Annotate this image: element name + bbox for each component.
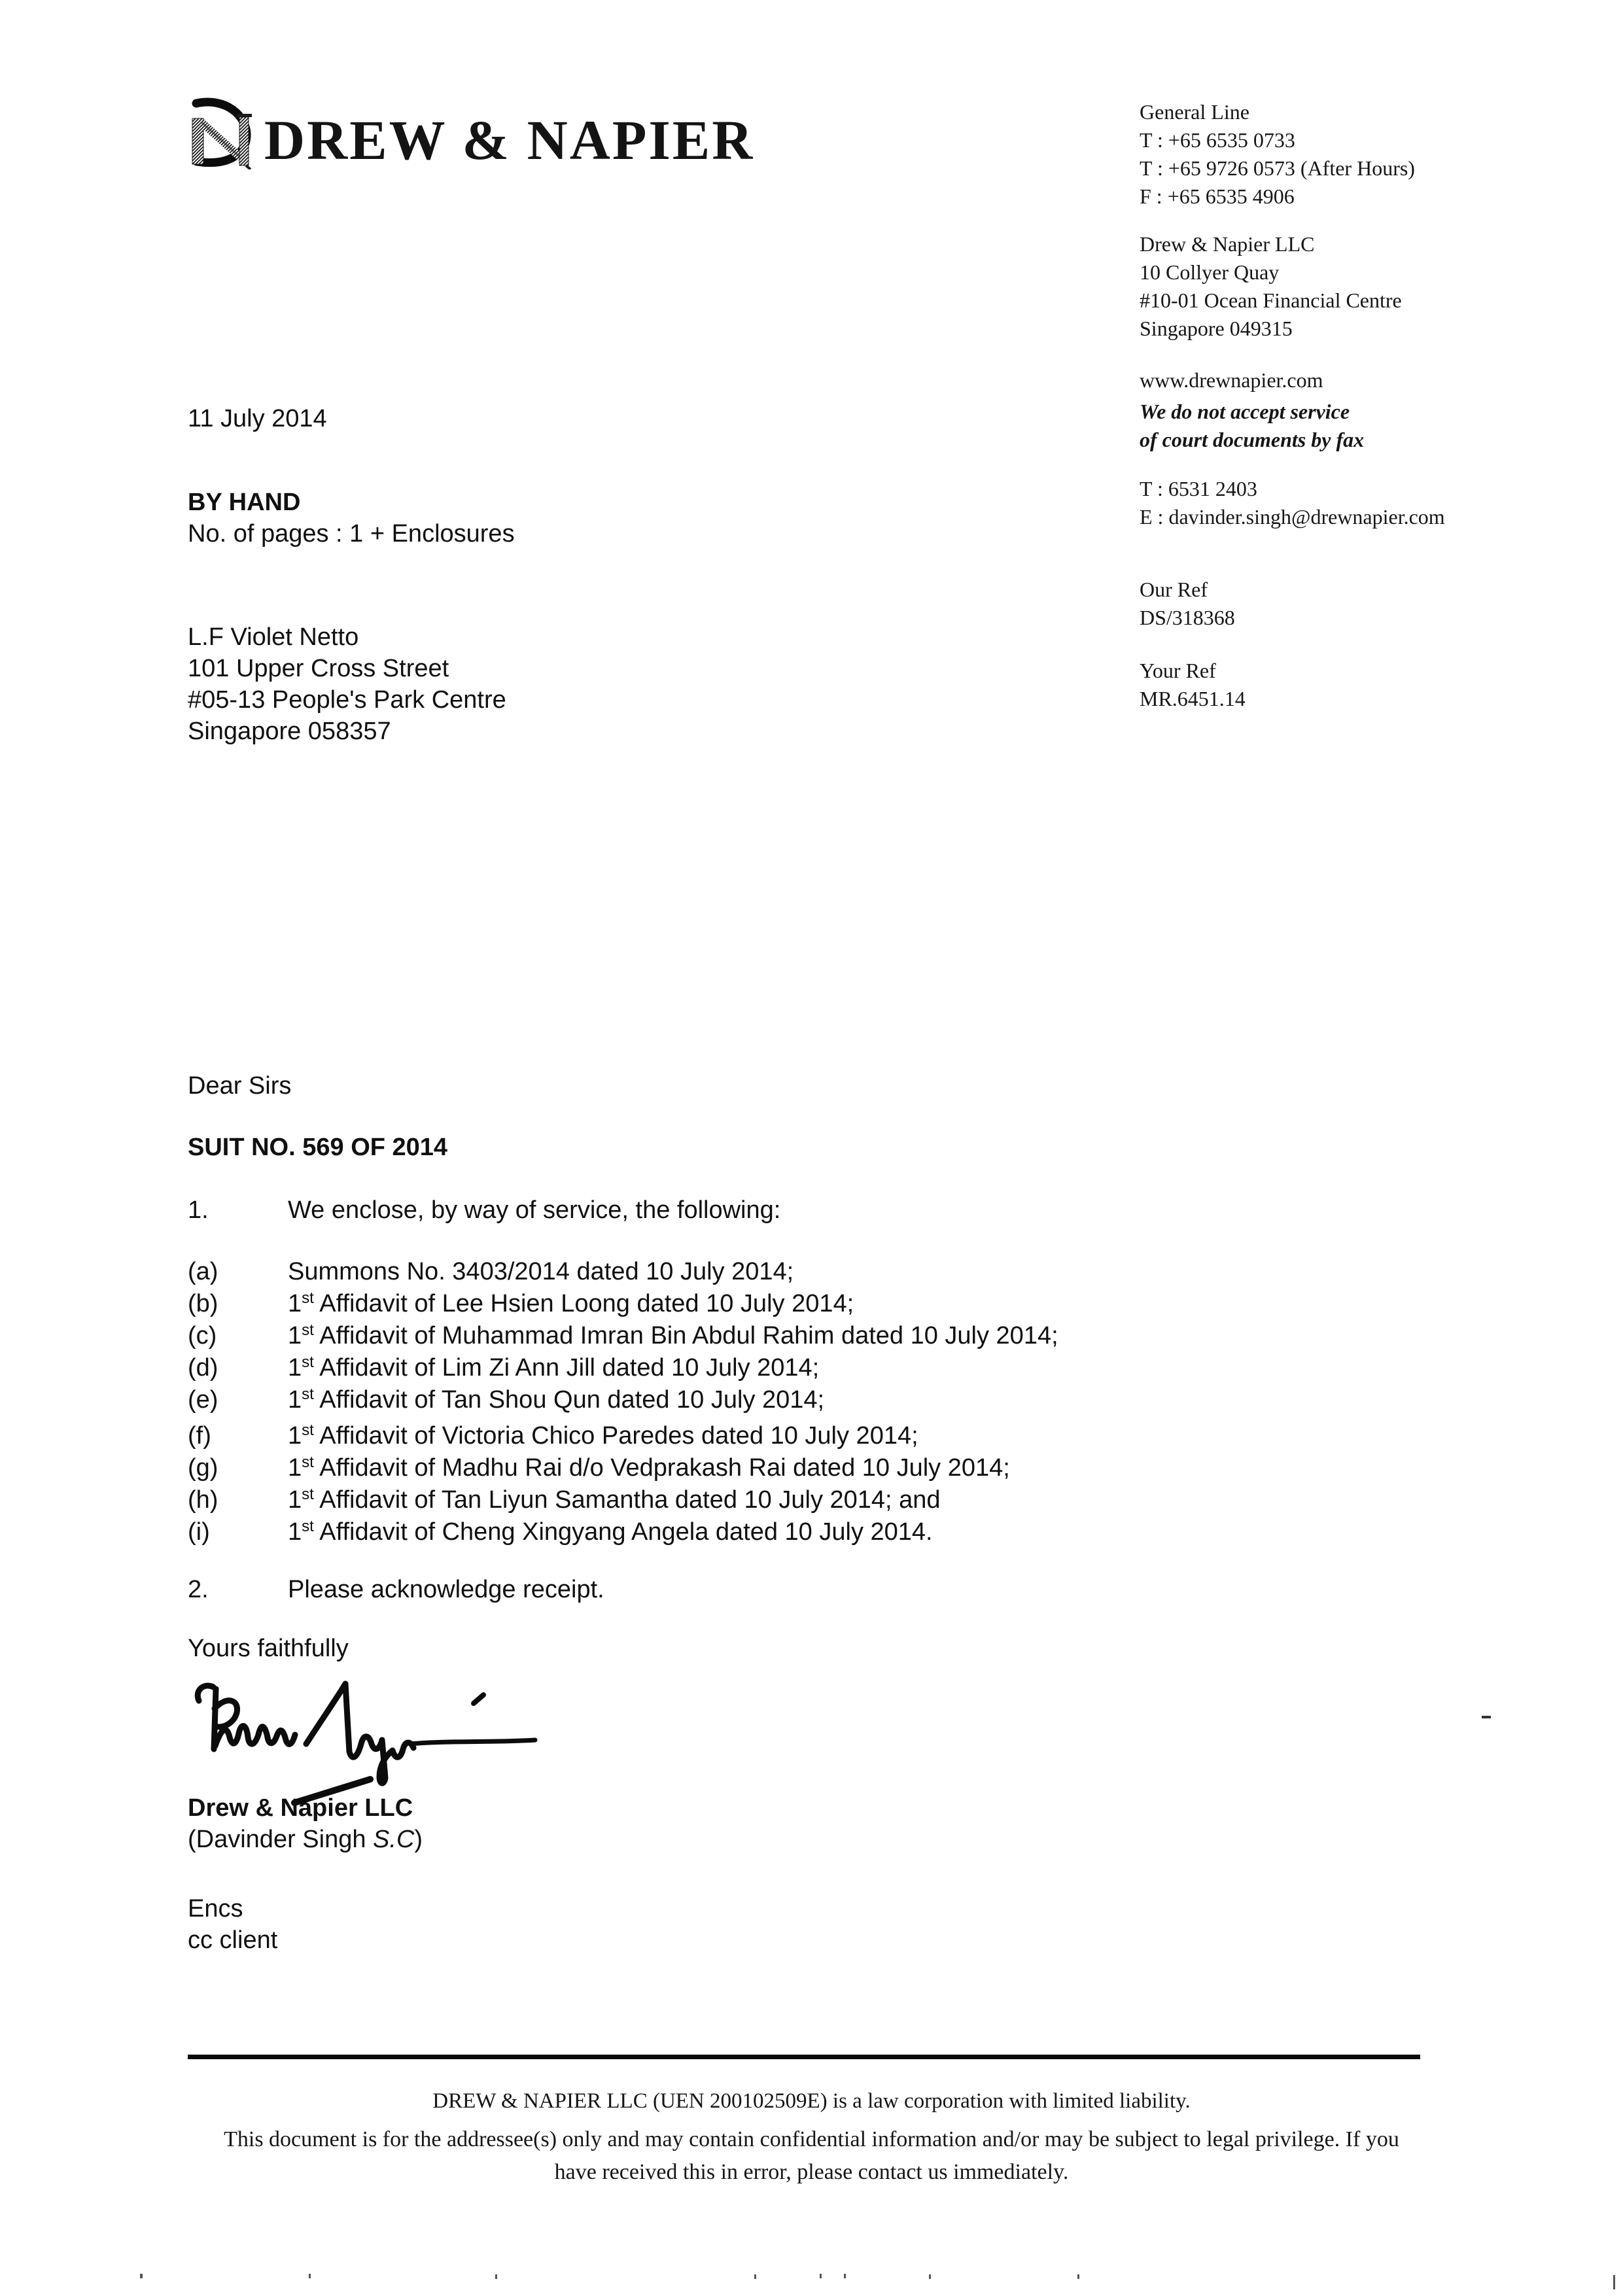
paragraph-text: Please acknowledge receipt.: [288, 1576, 604, 1603]
item-label: (h): [188, 1486, 218, 1514]
general-line-label: General Line: [1140, 100, 1249, 124]
scan-speck: [1482, 1716, 1491, 1718]
subject-line: SUIT NO. 569 OF 2014: [188, 1134, 448, 1161]
address-line: Singapore 049315: [1140, 317, 1293, 340]
signing-firm-name: Drew & Napier LLC: [188, 1794, 413, 1822]
fax-notice-line: of court documents by fax: [1140, 428, 1365, 451]
item-label: (a): [188, 1258, 218, 1285]
firm-name: Drew & Napier LLC: [1140, 232, 1315, 256]
fax-service-notice: [1140, 398, 1364, 454]
item-text: 1st Affidavit of Cheng Xingyang Angela dated 10 July 2014.: [288, 1518, 933, 1546]
enclosure-item: [188, 1420, 1496, 1452]
our-ref-value: DS/318368: [1140, 606, 1235, 629]
enclosure-item: [188, 1288, 1496, 1320]
paragraph-2: [188, 1574, 604, 1605]
firm-address-block: [1140, 230, 1402, 343]
closing-line: Yours faithfully: [188, 1635, 349, 1662]
scan-speck: [495, 2274, 497, 2279]
enclosure-item: [188, 1256, 1496, 1288]
item-text: 1st Affidavit of Lim Zi Ann Jill dated 10 July 2014;: [288, 1353, 820, 1382]
our-ref-block: [1140, 576, 1235, 632]
scan-speck: [929, 2274, 931, 2279]
address-line: #10-01 Ocean Financial Centre: [1140, 288, 1402, 312]
item-text: 1st Affidavit of Madhu Rai d/o Vedprakash Rai dated 10 July 2014;: [288, 1453, 1010, 1482]
drew-napier-monogram-icon: [188, 96, 254, 169]
fax-notice-line: We do not accept service: [1140, 400, 1350, 423]
cc-note: cc client: [188, 1926, 278, 1954]
item-text: 1st Affidavit of Victoria Chico Paredes dated 10 July 2014;: [288, 1421, 918, 1450]
scan-speck: [844, 2274, 846, 2278]
your-ref-value: MR.6451.14: [1140, 687, 1246, 710]
item-label: (f): [188, 1422, 211, 1450]
recipient-unit: #05-13 People's Park Centre: [188, 686, 506, 714]
footer-divider-rule: [188, 2055, 1420, 2059]
item-text: 1st Affidavit of Lee Hsien Loong dated 10 July 2014;: [288, 1289, 854, 1317]
enclosure-list: [188, 1256, 1496, 1548]
scan-speck: [1077, 2274, 1079, 2279]
salutation: Dear Sirs: [188, 1072, 292, 1100]
delivery-method: BY HAND: [188, 489, 301, 516]
signature-icon: [191, 1679, 544, 1809]
enclosure-item: [188, 1352, 1496, 1384]
scan-speck: [309, 2274, 311, 2278]
item-label: (e): [188, 1386, 218, 1414]
general-line-block: [1140, 98, 1415, 211]
address-line: 10 Collyer Quay: [1140, 260, 1280, 284]
firm-wordmark: DREW & NAPIER: [264, 109, 755, 171]
our-ref-label: Our Ref: [1140, 578, 1208, 601]
item-label: (b): [188, 1290, 218, 1317]
item-label: (c): [188, 1322, 217, 1349]
enclosure-item: [188, 1452, 1496, 1484]
scan-speck: [1613, 2275, 1615, 2289]
recipient-postal: Singapore 058357: [188, 718, 391, 745]
your-ref-label: Your Ref: [1140, 659, 1216, 682]
paragraph-number: 1.: [188, 1196, 209, 1224]
item-text: 1st Affidavit of Tan Liyun Samantha dated 10 July 2014; and: [288, 1486, 941, 1514]
pages-count-line: No. of pages : 1 + Enclosures: [188, 520, 515, 548]
paragraph-number: 2.: [188, 1576, 209, 1603]
enclosure-item: [188, 1384, 1496, 1416]
paragraph-text: We enclose, by way of service, the following:: [288, 1196, 781, 1224]
paragraph-1: [188, 1194, 780, 1226]
recipient-street: 101 Upper Cross Street: [188, 655, 449, 682]
footer-corporate-line: DREW & NAPIER LLC (UEN 200102509E) is a law corporation with limited liability.: [432, 2089, 1191, 2113]
item-text: 1st Affidavit of Tan Shou Qun dated 10 July 2014;: [288, 1385, 825, 1414]
fax-number: F : +65 6535 4906: [1140, 184, 1295, 208]
your-ref-block: [1140, 657, 1246, 713]
recipient-name: L.F Violet Netto: [188, 623, 359, 651]
footer-confidentiality-line: This document is for the addressee(s) only and may contain confidential information and/or may be subject to legal privilege. If you: [224, 2127, 1399, 2151]
item-text: Summons No. 3403/2014 dated 10 July 2014;: [288, 1258, 794, 1285]
phone-after-hours: T : +65 9726 0573 (After Hours): [1140, 156, 1415, 180]
direct-phone: T : 6531 2403: [1140, 477, 1257, 500]
enclosure-item: [188, 1320, 1496, 1352]
item-label: (d): [188, 1354, 218, 1382]
enclosures-note: Encs: [188, 1895, 243, 1922]
phone-main: T : +65 6535 0733: [1140, 128, 1295, 152]
letter-date: 11 July 2014: [188, 405, 327, 432]
item-label: (i): [188, 1518, 210, 1546]
item-label: (g): [188, 1454, 218, 1482]
signatory-name: (Davinder Singh S.C): [188, 1826, 423, 1853]
scan-speck: [820, 2274, 822, 2278]
item-text: 1st Affidavit of Muhammad Imran Bin Abdul Rahim dated 10 July 2014;: [288, 1321, 1058, 1349]
recipient-address-block: [188, 621, 506, 747]
scan-speck: [140, 2274, 143, 2278]
enclosure-item: [188, 1516, 1496, 1548]
footer-confidentiality-line: have received this in error, please contact us immediately.: [554, 2160, 1069, 2184]
website-url: www.drewnapier.com: [1140, 368, 1323, 392]
direct-email: E : davinder.singh@drewnapier.com: [1140, 505, 1445, 529]
enclosure-item: [188, 1484, 1496, 1516]
scan-speck: [754, 2274, 756, 2279]
direct-contact-block: [1140, 475, 1445, 531]
